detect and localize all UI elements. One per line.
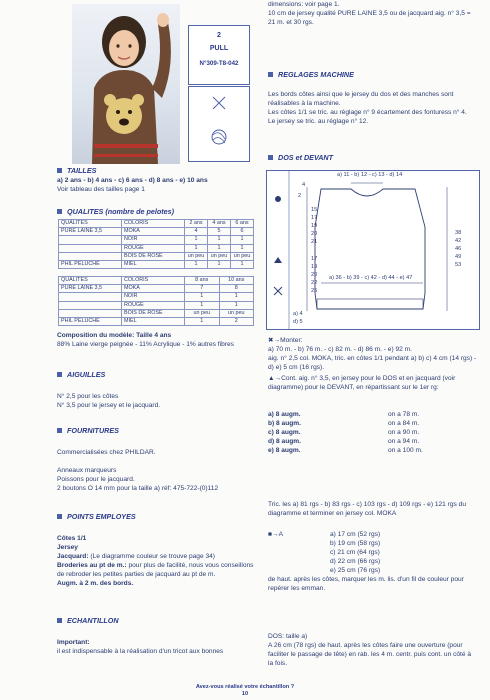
table-row: NOIR 1 1 1	[59, 236, 254, 244]
needles-and-yarn-icon	[189, 87, 249, 161]
dos-section: DOS: taille a) A 26 cm (78 rgs) de haut. après les côtes faire une ouverture (pour faciliter le passage de tête) en rab. les 4 m. centr. puis cont. un côté à la fois.	[268, 633, 472, 667]
diagram-bottom-width: a) 36 - b) 39 - c) 42 - d) 44 - e) 47	[329, 275, 413, 281]
table-row: BOIS DE ROSE un peu un peu	[59, 309, 254, 317]
model-ref: N°309-T8-042	[199, 60, 239, 67]
cross-arrow-icon: ✖→	[268, 337, 281, 344]
table-row: PURE LAINE 3,5 MOKA 7 8	[59, 285, 254, 293]
reglages-heading: REGLAGES MACHINE	[268, 70, 354, 79]
diagram-top-small: 4	[302, 182, 306, 188]
diagram-left-top: 2	[298, 193, 302, 199]
table-row: PHIL PELUCHE MIEL 1 1 1	[59, 260, 254, 268]
points-heading: POINTS EMPLOYES	[57, 512, 136, 521]
echantillon-heading: ECHANTILLON	[57, 616, 119, 625]
arrow-a-section: ■→A a) 17 cm (52 rgs) b) 19 cm (58 rgs) c) 21 cm (64 rgs) d) 22 cm (66 rgs) e) 25 cm (76 rgs) de haut. après les côtes, marquer les m. lis. d'un fil de couleur pour repérer les emman.	[268, 531, 464, 592]
right-intro: dimensions: voir page 1. 10 cm de jersey qualité PURE LAINE 3,5 ou de jacquard aig. n° 3,5 = 21 m. et 30 rgs.	[268, 1, 471, 26]
reglages-text: Les bords côtes ainsi que le jersey du dos et des manches sont réalisables à la machine. Les côtes 1/1 se tric. au réglage n° 9 écartement des fonturess n° 4. Le jersey se tric. au réglage n° 12.	[268, 91, 467, 125]
diagram-right-numbers: 38 42 46 49 53	[455, 230, 462, 268]
dos-devant-heading: DOS et DEVANT	[268, 153, 333, 162]
model-name: PULL	[209, 45, 229, 52]
cont-augm-list: a) 8 augm. on a 78 m. b) 8 augm. on a 84 m. c) 8 augm. on a 90 m. d) 8 augm. on a 94 m. e) 8 augm. on a 100 m.	[268, 411, 423, 454]
qualites-table-large	[58, 276, 254, 326]
table-row: ROUGE 1 1 1	[59, 244, 254, 252]
triangle-arrow-icon: ▲→	[268, 375, 282, 382]
table-row: NOIR 1 1	[59, 293, 254, 301]
fournitures-heading: FOURNITURES	[57, 426, 119, 435]
symbol-box	[188, 86, 250, 162]
diagram-bottom-a: a) 4	[293, 311, 303, 317]
child-in-sweater-image	[72, 4, 180, 164]
tailles-heading: TAILLES	[57, 166, 96, 175]
qualites-table-small	[58, 219, 254, 269]
model-photo	[72, 4, 180, 164]
footer-question: Avez-vous réalisé votre échantillon ?	[195, 684, 295, 690]
model-reference-box	[188, 25, 250, 85]
diagram-top-width: a) 11 - b) 12 - c) 13 - d) 14	[337, 172, 403, 178]
aiguilles-heading: AIGUILLES	[57, 370, 105, 379]
table-row: ROUGE 1 1	[59, 301, 254, 309]
table-header-row: QUALITES COLORIS 8 ans 10 ans	[59, 277, 254, 285]
square-arrow-icon: ■→	[268, 531, 279, 538]
table-row: PURE LAINE 3,5 MOKA 4 5 6	[59, 228, 254, 236]
cont-section: ▲→Cont. aig. n° 3,5, en jersey pour le DOS et en jacquard (voir diagramme) pour le DEVANT, en répartissant sur le 1er rg:	[268, 375, 456, 391]
table-row: BOIS DE ROSE un peu un peu un peu	[59, 252, 254, 260]
points-text: Côtes 1/1 Jersey Jacquard: (Le diagramme couleur se trouve page 34) Broderies au pt de m.: pour plus de facilité, nous vous conseillons de rebroder les petites parties de jacquard au pt de m. Augm. à 2 m. des bords.	[57, 535, 254, 587]
fournitures-text: Commercialisées chez PHILDAR. Anneaux marqueurs Poissons pour le jacquard. 2 boutons O 14 mm pour la taille a) réf: 475-722-(0)112	[57, 449, 219, 492]
tailles-sizes: a) 2 ans - b) 4 ans - c) 6 ans - d) 8 ans - e) 10 ans	[57, 177, 208, 184]
qualites-heading: QUALITES (nombre de pelotes)	[57, 207, 174, 216]
dos-devant-diagram	[266, 170, 480, 330]
diagram-bottom-b: d) 5	[293, 319, 303, 325]
echantillon-text: Important: il est indispensable à la réalisation d'un tricot aux bonnes	[57, 639, 224, 655]
table-row: PHIL PELUCHE MIEL 1 2	[59, 317, 254, 325]
model-number: 2	[217, 32, 221, 39]
tailles-note: Voir tableau des tailles page 1	[57, 186, 145, 193]
diagram-left-numbers-upper: 15 17 19 20 21	[311, 207, 318, 245]
monter-section: ✖→Monter: a) 70 m. - b) 76 m. - c) 82 m. - d) 86 m. - e) 92 m. aig. n° 2,5 col. MOKA, tric. en côtes 1/1 pendant a) b) c) 4 cm (14 rgs) - d) e) 5 cm (16 rgs).	[268, 337, 477, 371]
cont-tric: Tric. les a) 81 rgs - b) 83 rgs - c) 103 rgs - d) 109 rgs - e) 121 rgs du diagramme et terminer en jersey col. MOKA	[268, 501, 467, 517]
diagram-left-numbers-lower: 17 19 20 22 25	[311, 256, 318, 294]
page-number: 10	[241, 691, 249, 697]
table-header-row: QUALITES COLORIS 2 ans 4 ans 6 ans	[59, 220, 254, 228]
aiguilles-text: N° 2,5 pour les côtes N° 3,5 pour le jersey et le jacquard.	[57, 393, 161, 409]
composition: Composition du modèle: Taille 4 ans 88% Laine vierge peignée - 11% Acrylique - 1% autres fibres	[57, 332, 234, 348]
